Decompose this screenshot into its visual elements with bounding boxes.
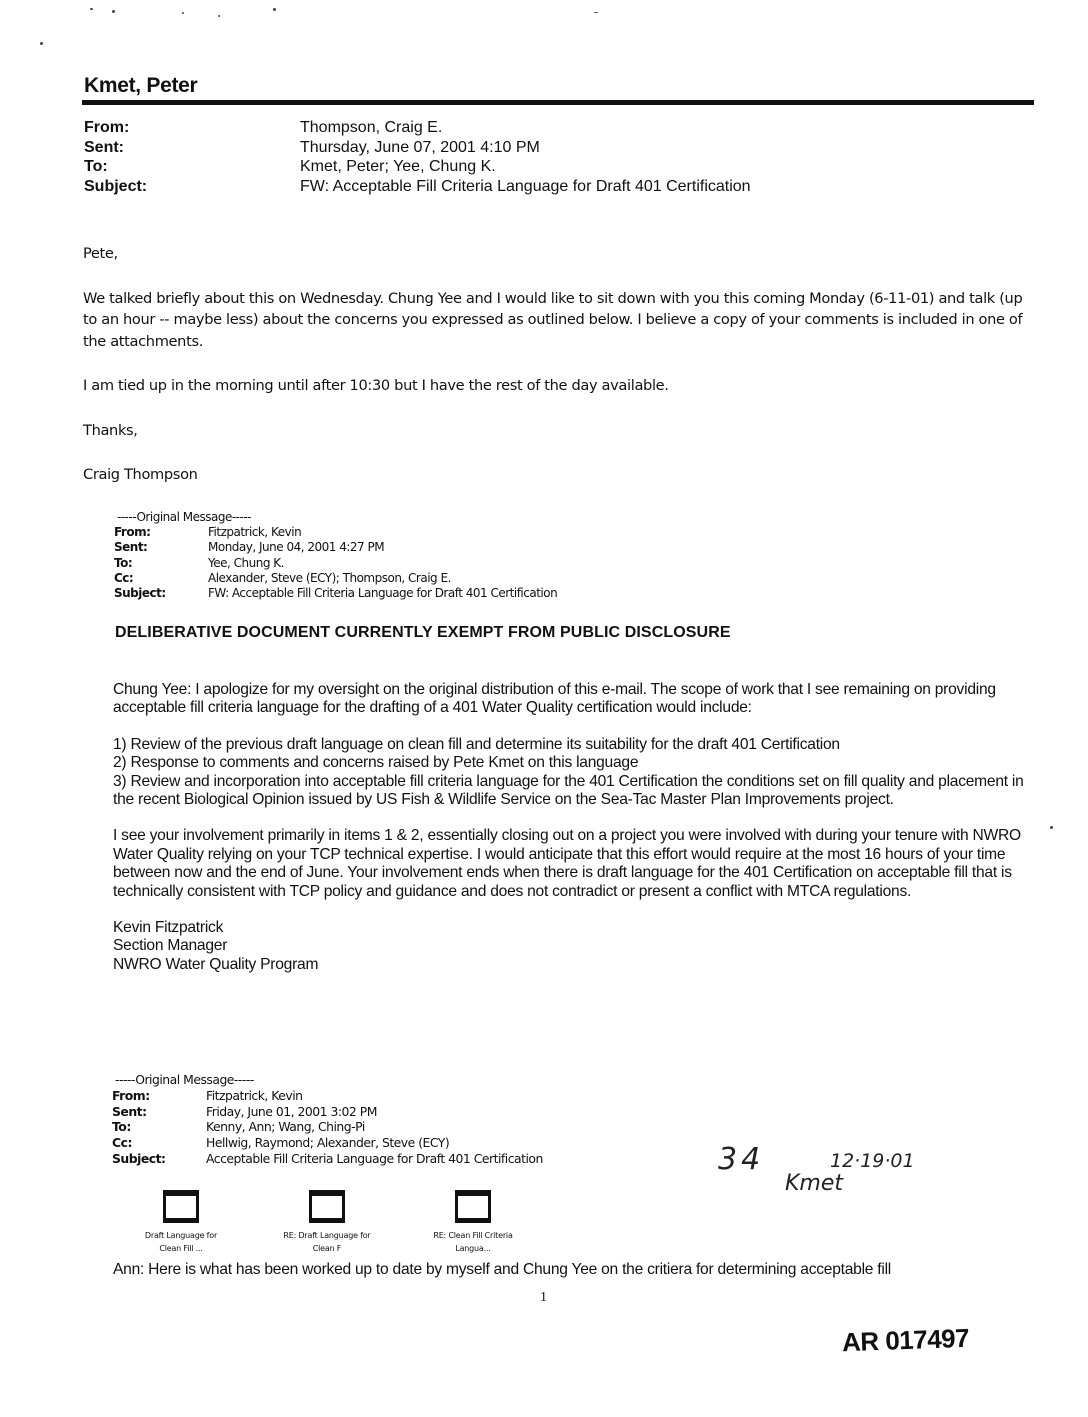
body-paragraph: We talked briefly about this on Wednesday. Chung Yee and I would like to sit down with you this coming Monday (6-11-01) and talk (up to an hour -- maybe less) about the concerns you expressed as outlined below. I believe a copy of your comments is included in one of the attachments. — [83, 289, 1023, 350]
handwritten-name: Kmet — [785, 1171, 844, 1196]
orig-to-value: Kenny, Ann; Wang, Ching-Pi — [206, 1119, 365, 1135]
header-label: Sent: — [112, 1103, 147, 1119]
original-message-header-1 — [114, 510, 557, 601]
body-paragraph: I see your involvement primarily in items 1 & 2, essentially closing out on a project you were involved with during your tenure with NWRO Water Quality relying on your TCP technical expertise. I would anticipate that this effort would require at the most 16 hours of your time between now and the end of June. Your involvement ends when there is draft language for the 401 Certification on acceptable fill that is technically consistent with TCP policy and guidance and does not contradict or present a conflict with MTCA regulations. — [113, 827, 1021, 900]
handwritten-date: 12·19·01 — [830, 1150, 915, 1172]
header-label: Subject: — [112, 1150, 166, 1166]
scan-speck — [218, 15, 220, 17]
header-label: Cc: — [112, 1135, 132, 1151]
original-message-body-1 — [113, 681, 1043, 974]
orig-subject-row — [112, 1151, 543, 1167]
orig-from-row — [112, 1088, 543, 1104]
attachment-label: Draft Language for Clean Fill ... — [144, 1231, 218, 1253]
header-label: Sent: — [84, 138, 124, 156]
original-message-header-2 — [112, 1072, 543, 1167]
attachment-list — [108, 1190, 546, 1255]
orig-to-row — [114, 556, 557, 571]
scan-speck — [90, 8, 93, 10]
header-label: From: — [114, 525, 151, 540]
orig-cc-value: Alexander, Steve (ECY); Thompson, Craig E. — [208, 570, 451, 585]
body-paragraph: I am tied up in the morning until after 10:30 but I have the rest of the day available. — [83, 377, 669, 394]
header-label: To: — [114, 555, 133, 570]
scan-speck — [112, 10, 115, 13]
orig-subject-value: FW: Acceptable Fill Criteria Language for Draft 401 Certification — [208, 586, 558, 601]
original-message-body-2-start: Ann: Here is what has been worked up to date by myself and Chung Yee on the critiera for determining acceptable fill — [113, 1261, 892, 1278]
page-number: 1 — [540, 1290, 547, 1305]
orig-to-row — [112, 1119, 543, 1135]
header-label: To: — [84, 158, 108, 175]
attachment-re-clean-fill-criteria[interactable] — [400, 1190, 546, 1255]
header-label: To: — [112, 1119, 131, 1135]
header-subject-value: FW: Acceptable Fill Criteria Language for Draft 401 Certification — [300, 177, 751, 195]
email-header — [84, 118, 751, 196]
header-label: From: — [84, 119, 130, 136]
body-intro: Chung Yee: I apologize for my oversight on the original distribution of this e-mail. The scope of work that I see remaining on providing acceptable fill criteria language for the drafting of a 401 Water Quality certification would include: — [113, 681, 996, 717]
orig-cc-row — [112, 1135, 543, 1151]
header-label: Subject: — [84, 177, 148, 195]
document-icon[interactable] — [455, 1190, 491, 1223]
document-icon[interactable] — [309, 1190, 345, 1223]
header-to-value: Kmet, Peter; Yee, Chung K. — [300, 158, 496, 175]
scope-item-2: 2) Response to comments and concerns raised by Pete Kmet on this language — [113, 754, 639, 772]
orig-sent-row — [114, 540, 557, 555]
header-subject-row — [84, 177, 751, 197]
header-label: Sent: — [114, 540, 148, 555]
bates-stamp: AR 017497 — [841, 1322, 970, 1358]
header-to-row — [84, 157, 751, 177]
attachment-label: RE: Draft Language for Clean F — [283, 1231, 371, 1253]
original-message-separator: -----Original Message----- — [115, 1072, 254, 1087]
salutation: Pete, — [83, 245, 118, 262]
header-from-value: Thompson, Craig E. — [300, 119, 443, 136]
header-rule — [82, 100, 1034, 105]
header-label: Subject: — [114, 586, 166, 601]
scan-speck — [40, 42, 43, 45]
signature-org: NWRO Water Quality Program — [113, 955, 319, 973]
scan-speck — [594, 12, 598, 13]
scan-speck — [273, 8, 276, 11]
attachment-label: RE: Clean Fill Criteria Langua... — [433, 1231, 513, 1253]
deliberative-notice: DELIBERATIVE DOCUMENT CURRENTLY EXEMPT FROM PUBLIC DISCLOSURE — [115, 624, 731, 641]
orig-cc-value: Hellwig, Raymond; Alexander, Steve (ECY) — [206, 1135, 450, 1151]
orig-to-value: Yee, Chung K. — [208, 555, 284, 570]
header-sent-value: Thursday, June 07, 2001 4:10 PM — [300, 138, 540, 156]
scan-speck — [182, 12, 184, 14]
orig-subject-value: Acceptable Fill Criteria Language for Draft 401 Certification — [206, 1150, 543, 1166]
scope-item-1: 1) Review of the previous draft language on clean fill and determine its suitability for the draft 401 Certification — [113, 735, 840, 753]
original-message-separator: -----Original Message----- — [117, 510, 251, 524]
attachment-re-draft-language[interactable] — [254, 1190, 400, 1255]
orig-from-value: Fitzpatrick, Kevin — [206, 1087, 303, 1103]
orig-sent-value: Friday, June 01, 2001 3:02 PM — [206, 1103, 377, 1119]
header-label: From: — [112, 1087, 150, 1103]
scope-item-3: 3) Review and incorporation into acceptable fill criteria language for the 401 Certification the conditions set on fill quality and placement in the recent Biological Opinion issued by US Fish & Wildlife Service on the Sea-Tac Master Plan Improvements project. — [113, 772, 1024, 809]
signature-title: Section Manager — [113, 937, 228, 955]
document-icon[interactable] — [163, 1190, 199, 1223]
orig-from-row — [114, 525, 557, 540]
header-from-row — [84, 118, 751, 138]
orig-subject-row — [114, 586, 557, 601]
mailbox-owner-name: Kmet, Peter — [84, 74, 198, 97]
scan-speck — [1050, 826, 1053, 829]
closing: Thanks, — [83, 421, 138, 439]
signature: Craig Thompson — [83, 466, 198, 483]
email-body — [83, 243, 1033, 486]
orig-sent-value: Monday, June 04, 2001 4:27 PM — [208, 540, 385, 555]
orig-cc-row — [114, 571, 557, 586]
header-sent-row — [84, 138, 751, 158]
orig-from-value: Fitzpatrick, Kevin — [208, 525, 302, 540]
signature-name: Kevin Fitzpatrick — [113, 919, 224, 937]
header-label: Cc: — [114, 570, 134, 585]
handwritten-exhibit-number: 34 — [718, 1142, 765, 1177]
attachment-draft-language[interactable] — [108, 1190, 254, 1255]
orig-sent-row — [112, 1104, 543, 1120]
